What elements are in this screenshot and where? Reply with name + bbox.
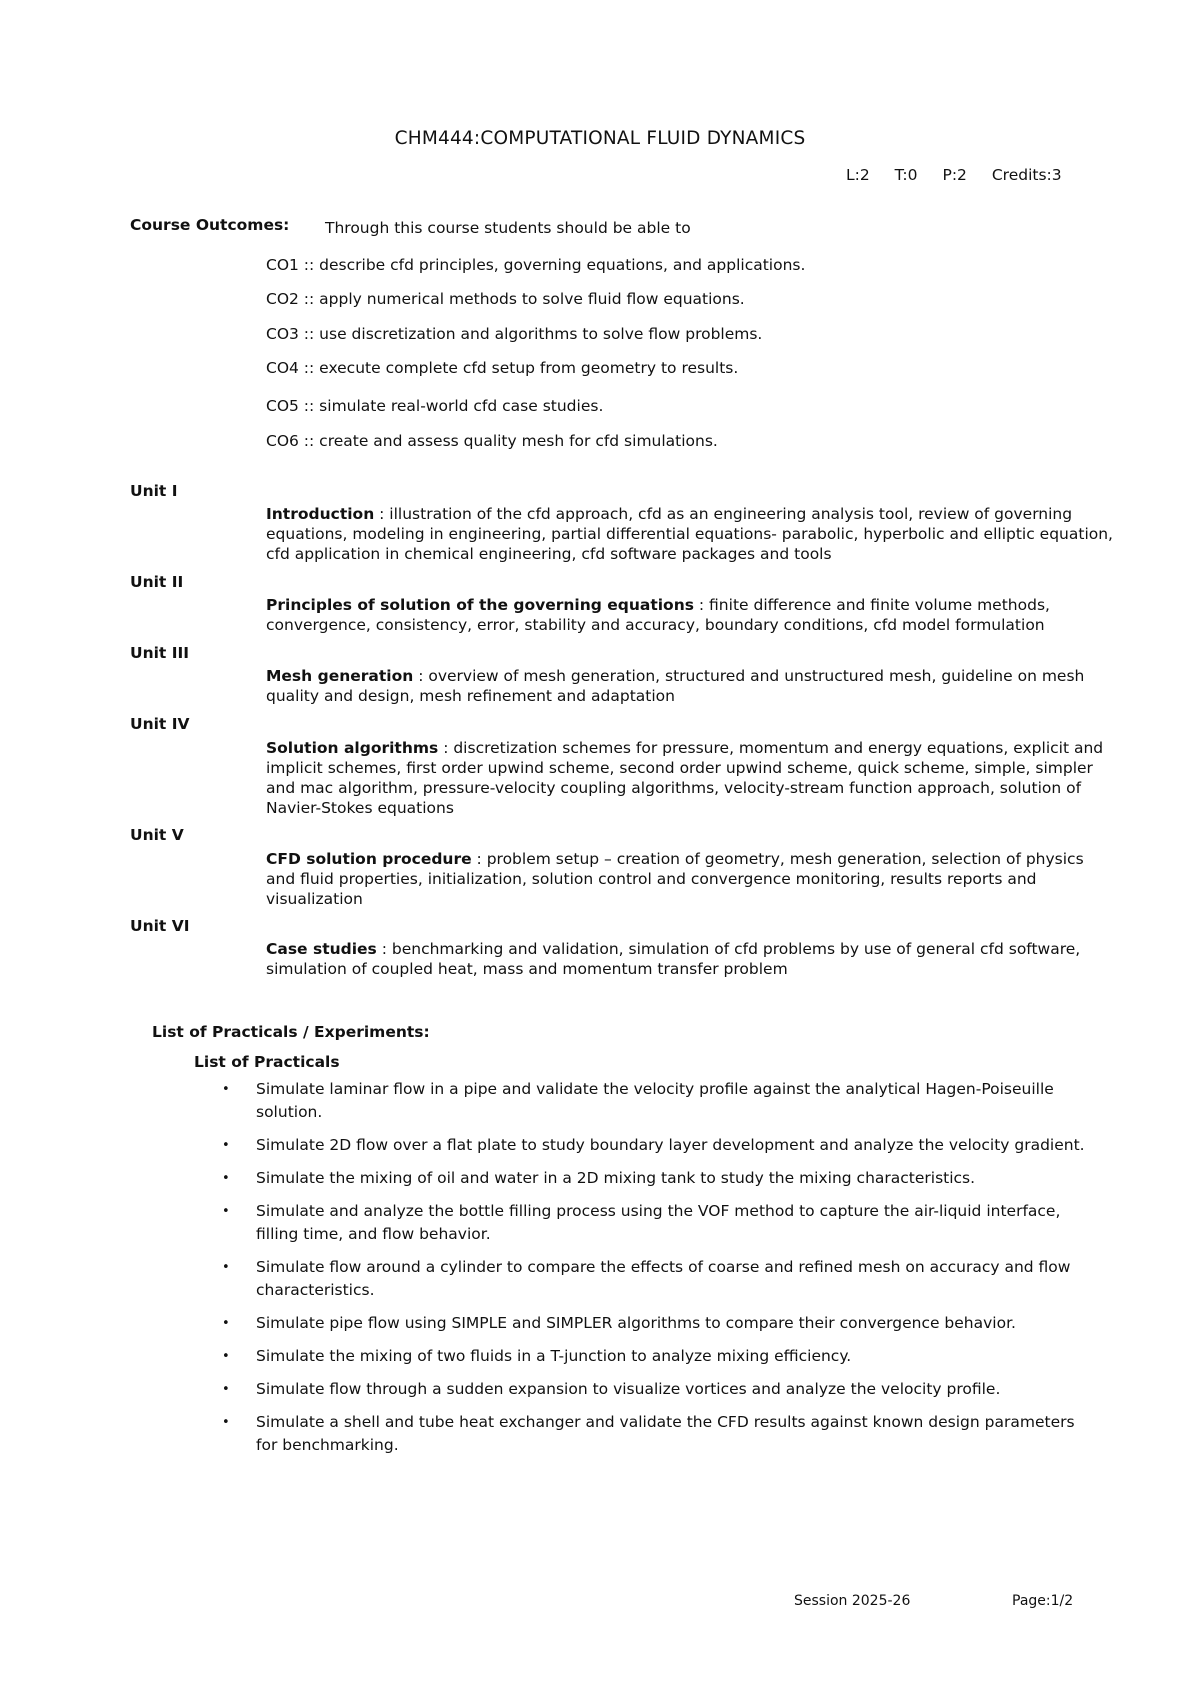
unit-heading: Principles of solution of the governing equations xyxy=(266,596,694,614)
unit-heading: Case studies xyxy=(266,940,377,958)
course-outcome-item: CO2 :: apply numerical methods to solve fluid flow equations. xyxy=(266,290,745,308)
list-item xyxy=(220,1312,1100,1335)
unit-heading: Mesh generation xyxy=(266,667,414,685)
course-outcomes-intro: Through this course students should be able to xyxy=(325,219,691,237)
practical-hours: P:2 xyxy=(942,166,967,184)
unit-heading: Introduction xyxy=(266,505,375,523)
course-outcome-item: CO5 :: simulate real-world cfd case studies. xyxy=(266,397,604,415)
practical-text: Simulate 2D flow over a flat plate to study boundary layer development and analyze the velocity gradient. xyxy=(256,1136,1085,1154)
unit-text: : benchmarking and validation, simulation of cfd problems by use of general cfd software, simulation of coupled heat, mass and momentum transfer problem xyxy=(266,940,1081,978)
list-item xyxy=(220,1134,1100,1157)
unit-text: : discretization schemes for pressure, momentum and energy equations, explicit and implicit schemes, first order upwind scheme, second order upwind scheme, quick scheme, simple, simpler and mac algorithm, pressure-velocity coupling algorithms, velocity-stream function approach, solution of Navier-Stokes equations xyxy=(266,739,1104,817)
tutorial-hours: T:0 xyxy=(894,166,918,184)
unit-description xyxy=(266,939,1114,979)
list-item xyxy=(220,1256,1100,1302)
bullet-icon: • xyxy=(222,1415,230,1430)
practical-text: Simulate a shell and tube heat exchanger and validate the CFD results against known design parameters for benchmarking. xyxy=(256,1413,1075,1454)
unit-description xyxy=(266,595,1114,635)
bullet-icon: • xyxy=(222,1382,230,1397)
bullet-icon: • xyxy=(222,1316,230,1331)
unit-label: Unit I xyxy=(130,482,178,500)
practical-text: Simulate the mixing of two fluids in a T-junction to analyze mixing efficiency. xyxy=(256,1347,852,1365)
practical-text: Simulate flow around a cylinder to compare the effects of coarse and refined mesh on accuracy and flow characteristics. xyxy=(256,1258,1071,1299)
unit-description xyxy=(266,849,1114,909)
bullet-icon: • xyxy=(222,1171,230,1186)
list-item xyxy=(220,1167,1100,1190)
course-outcomes-label: Course Outcomes: xyxy=(130,216,290,234)
list-item xyxy=(220,1378,1100,1401)
unit-description xyxy=(266,504,1114,564)
practical-text: Simulate the mixing of oil and water in a 2D mixing tank to study the mixing characteristics. xyxy=(256,1169,976,1187)
unit-label: Unit IV xyxy=(130,715,190,733)
unit-label: Unit III xyxy=(130,644,190,662)
page-title: CHM444:COMPUTATIONAL FLUID DYNAMICS xyxy=(394,128,806,149)
unit-text: : problem setup – creation of geometry, mesh generation, selection of physics and fluid properties, initialization, solution control and convergence monitoring, results reports and visualization xyxy=(266,850,1084,908)
unit-heading: Solution algorithms xyxy=(266,739,439,757)
course-outcome-item: CO4 :: execute complete cfd setup from geometry to results. xyxy=(266,359,739,377)
list-item xyxy=(220,1200,1100,1246)
credits: Credits:3 xyxy=(991,166,1062,184)
unit-text: : overview of mesh generation, structured and unstructured mesh, guideline on mesh quality and design, mesh refinement and adaptation xyxy=(266,667,1085,705)
ltp-credits xyxy=(846,166,1062,184)
list-item xyxy=(220,1345,1100,1368)
bullet-icon: • xyxy=(222,1204,230,1219)
practical-text: Simulate laminar flow in a pipe and validate the velocity profile against the analytical Hagen-Poiseuille solution. xyxy=(256,1080,1054,1121)
practical-text: Simulate and analyze the bottle filling process using the VOF method to capture the air-liquid interface, filling time, and flow behavior. xyxy=(256,1202,1061,1243)
lecture-hours: L:2 xyxy=(846,166,870,184)
practicals-heading: List of Practicals / Experiments: xyxy=(152,1023,430,1041)
unit-text: : finite difference and finite volume methods, convergence, consistency, error, stability and accuracy, boundary conditions, cfd model formulation xyxy=(266,596,1050,634)
list-item xyxy=(220,1411,1100,1457)
footer-session: Session 2025-26 xyxy=(794,1593,911,1609)
bullet-icon: • xyxy=(222,1260,230,1275)
footer-page-number: Page:1/2 xyxy=(1012,1593,1074,1609)
bullet-icon: • xyxy=(222,1138,230,1153)
course-outcome-item: CO6 :: create and assess quality mesh for cfd simulations. xyxy=(266,432,718,450)
list-item xyxy=(220,1078,1100,1124)
unit-label: Unit V xyxy=(130,826,184,844)
bullet-icon: • xyxy=(222,1349,230,1364)
practicals-subheading: List of Practicals xyxy=(194,1053,340,1071)
unit-heading: CFD solution procedure xyxy=(266,850,472,868)
unit-label: Unit II xyxy=(130,573,184,591)
course-outcome-item: CO3 :: use discretization and algorithms to solve flow problems. xyxy=(266,325,763,343)
practical-text: Simulate flow through a sudden expansion to visualize vortices and analyze the velocity profile. xyxy=(256,1380,1001,1398)
unit-description xyxy=(266,738,1114,818)
course-outcome-item: CO1 :: describe cfd principles, governing equations, and applications. xyxy=(266,256,806,274)
unit-label: Unit VI xyxy=(130,917,190,935)
practical-text: Simulate pipe flow using SIMPLE and SIMPLER algorithms to compare their convergence behavior. xyxy=(256,1314,1016,1332)
bullet-icon: • xyxy=(222,1082,230,1097)
practicals-list xyxy=(220,1078,1100,1467)
unit-text: : illustration of the cfd approach, cfd as an engineering analysis tool, review of governing equations, modeling in engineering, partial differential equations- parabolic, hyperbolic and elliptic equation, cfd application in chemical engineering, cfd software packages and tools xyxy=(266,505,1113,563)
unit-description xyxy=(266,666,1114,706)
